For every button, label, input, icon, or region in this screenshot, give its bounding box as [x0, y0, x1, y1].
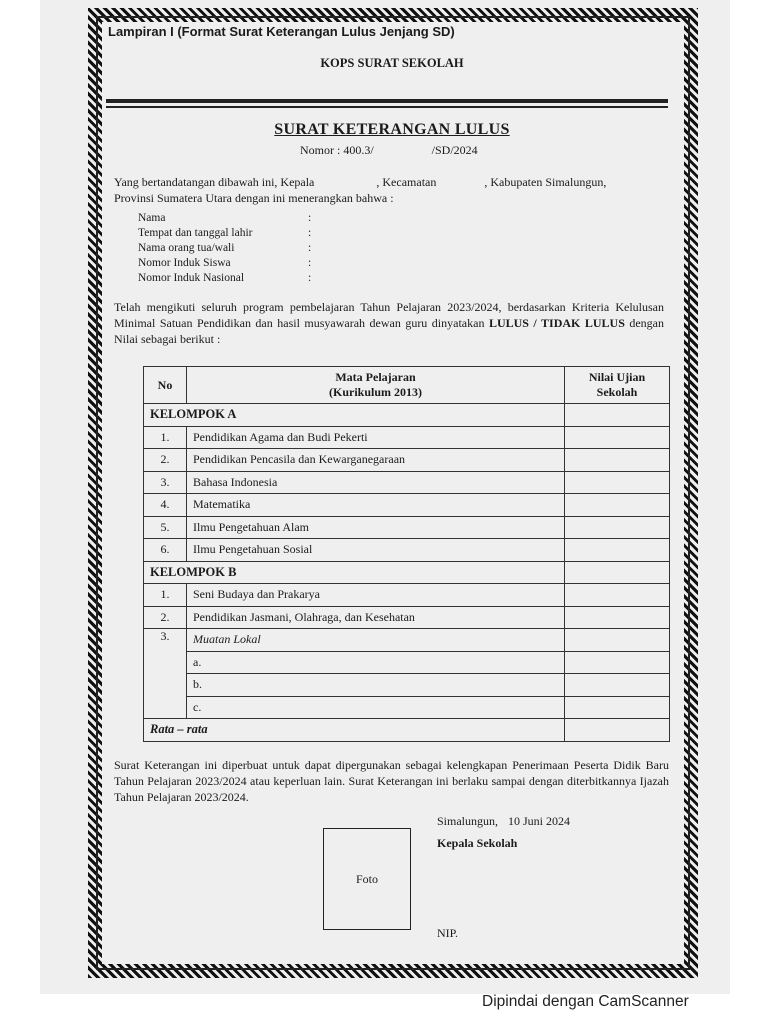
row-number: 2.: [144, 606, 187, 629]
intro-paragraph: [114, 174, 674, 206]
subject-name: Bahasa Indonesia: [187, 471, 565, 494]
date: 10 Juni 2024: [508, 814, 571, 828]
grade-cell: [565, 404, 670, 427]
subject-name: Ilmu Pengetahuan Sosial: [187, 539, 565, 562]
average-cell: [565, 719, 670, 742]
table-row: [144, 606, 670, 629]
field-label: Nama: [138, 212, 166, 224]
intro-part-a: Yang bertandatangan dibawah ini, Kepala: [114, 175, 315, 189]
field-colon: :: [308, 227, 312, 239]
average-label: Rata – rata: [144, 719, 565, 742]
table-row: [144, 471, 670, 494]
row-number: 4.: [144, 494, 187, 517]
group-row: [144, 561, 670, 584]
subject-name: Pendidikan Pencasila dan Kewarganegaraan: [187, 449, 565, 472]
camscanner-watermark: Dipindai dengan CamScanner: [482, 993, 689, 1010]
place-date: [437, 814, 570, 829]
field-colon: :: [308, 212, 312, 224]
grade-cell: [565, 606, 670, 629]
field-row: [138, 271, 311, 286]
row-number: 2.: [144, 449, 187, 472]
group-b-label: KELOMPOK B: [144, 561, 565, 584]
table-row: [144, 516, 670, 539]
grade-cell: [565, 629, 670, 652]
subject-name: Muatan Lokal: [187, 629, 565, 652]
subject-name: Seni Budaya dan Prakarya: [187, 584, 565, 607]
grade-cell: [565, 584, 670, 607]
table-row: [144, 584, 670, 607]
row-number: 5.: [144, 516, 187, 539]
grade-cell: [565, 539, 670, 562]
sub-row-label: b.: [187, 674, 565, 697]
grade-cell: [565, 516, 670, 539]
document-title: SURAT KETERANGAN LULUS: [274, 121, 510, 138]
header-nilai-line1: Nilai Ujian: [588, 370, 646, 384]
table-row: [144, 629, 670, 652]
sub-row-label: a.: [187, 651, 565, 674]
lampiran-heading: Lampiran I (Format Surat Keterangan Lulus Jenjang SD): [108, 24, 455, 39]
header-mapel-line2: (Kurikulum 2013): [328, 385, 422, 399]
result-text: Telah mengikuti seluruh program pembelajaran Tahun Pelajaran 2023/2024, berdasarkan Kriteria Kelulusan Minimal Satuan Pendidikan dan hasil musyawarah dewan guru dinyatakan: [114, 300, 664, 330]
header-mapel: [187, 367, 565, 404]
result-tail: dengan Nilai sebagai berikut :: [114, 316, 665, 346]
grades-table: [143, 366, 670, 742]
field-row: [138, 211, 311, 226]
group-a-label: KELOMPOK A: [144, 404, 565, 427]
student-fields: [138, 211, 311, 286]
field-label: Nomor Induk Nasional: [138, 272, 245, 284]
grade-cell: [565, 471, 670, 494]
nomor-prefix: Nomor : 400.3/: [300, 143, 374, 157]
grade-cell: [565, 696, 670, 719]
row-number: 1.: [144, 426, 187, 449]
row-number: 3.: [144, 629, 187, 719]
grade-cell: [565, 494, 670, 517]
group-row: [144, 404, 670, 427]
place: Simalungun,: [437, 814, 499, 828]
field-colon: :: [308, 242, 312, 254]
table-row: [144, 426, 670, 449]
result-status: LULUS / TIDAK LULUS: [488, 316, 625, 330]
header-nilai-line2: Sekolah: [596, 385, 638, 399]
document-number: [300, 143, 478, 158]
table-header-row: [144, 367, 670, 404]
photo-box: [323, 828, 411, 930]
grade-cell: [565, 674, 670, 697]
intro-part-b: , Kecamatan: [376, 175, 437, 189]
kops-heading: KOPS SURAT SEKOLAH: [320, 56, 464, 70]
table-row: [144, 449, 670, 472]
table-row: [144, 696, 670, 719]
header-mapel-line1: Mata Pelajaran: [335, 370, 416, 384]
row-number: 3.: [144, 471, 187, 494]
grade-cell: [565, 426, 670, 449]
field-colon: :: [308, 257, 312, 269]
subject-name: Ilmu Pengetahuan Alam: [187, 516, 565, 539]
field-label: Nomor Induk Siswa: [138, 257, 231, 269]
field-row: [138, 241, 311, 256]
grade-cell: [565, 449, 670, 472]
subject-name: Pendidikan Agama dan Budi Pekerti: [187, 426, 565, 449]
intro-part-c: , Kabupaten Simalungun,: [484, 175, 607, 189]
closing-paragraph: Surat Keterangan ini diperbuat untuk dapat dipergunakan sebagai kelengkapan Penerimaan Peserta Didik Baru Tahun Pelajaran 2023/2024 atau keperluan lain. Surat Keterangan ini berlaku sampai dengan diterbitkannya Ijazah Tahun Pelajaran 2023/2024.: [114, 758, 669, 804]
nomor-suffix: /SD/2024: [431, 143, 478, 157]
letterhead-thin-rule: [106, 106, 668, 108]
sub-row-label: c.: [187, 696, 565, 719]
signatory-title: Kepala Sekolah: [437, 836, 518, 850]
field-label: Tempat dan tanggal lahir: [138, 227, 253, 239]
field-row: [138, 256, 311, 271]
table-row: [144, 539, 670, 562]
intro-line-2: Provinsi Sumatera Utara dengan ini menerangkan bahwa :: [114, 191, 394, 205]
grade-cell: [565, 561, 670, 584]
nip-label: NIP.: [437, 926, 459, 940]
field-colon: :: [308, 272, 312, 284]
grade-cell: [565, 651, 670, 674]
header-no: No: [144, 367, 187, 404]
table-row: [144, 651, 670, 674]
field-row: [138, 226, 311, 241]
header-nilai: [565, 367, 670, 404]
table-row: [144, 674, 670, 697]
row-number: 6.: [144, 539, 187, 562]
subject-name: Pendidikan Jasmani, Olahraga, dan Kesehatan: [187, 606, 565, 629]
average-row: [144, 719, 670, 742]
photo-label: Foto: [355, 871, 378, 886]
subject-name: Matematika: [187, 494, 565, 517]
field-label: Nama orang tua/wali: [138, 242, 235, 254]
table-row: [144, 494, 670, 517]
result-paragraph: [114, 299, 664, 347]
row-number: 1.: [144, 584, 187, 607]
letterhead-thick-rule: [106, 99, 668, 103]
